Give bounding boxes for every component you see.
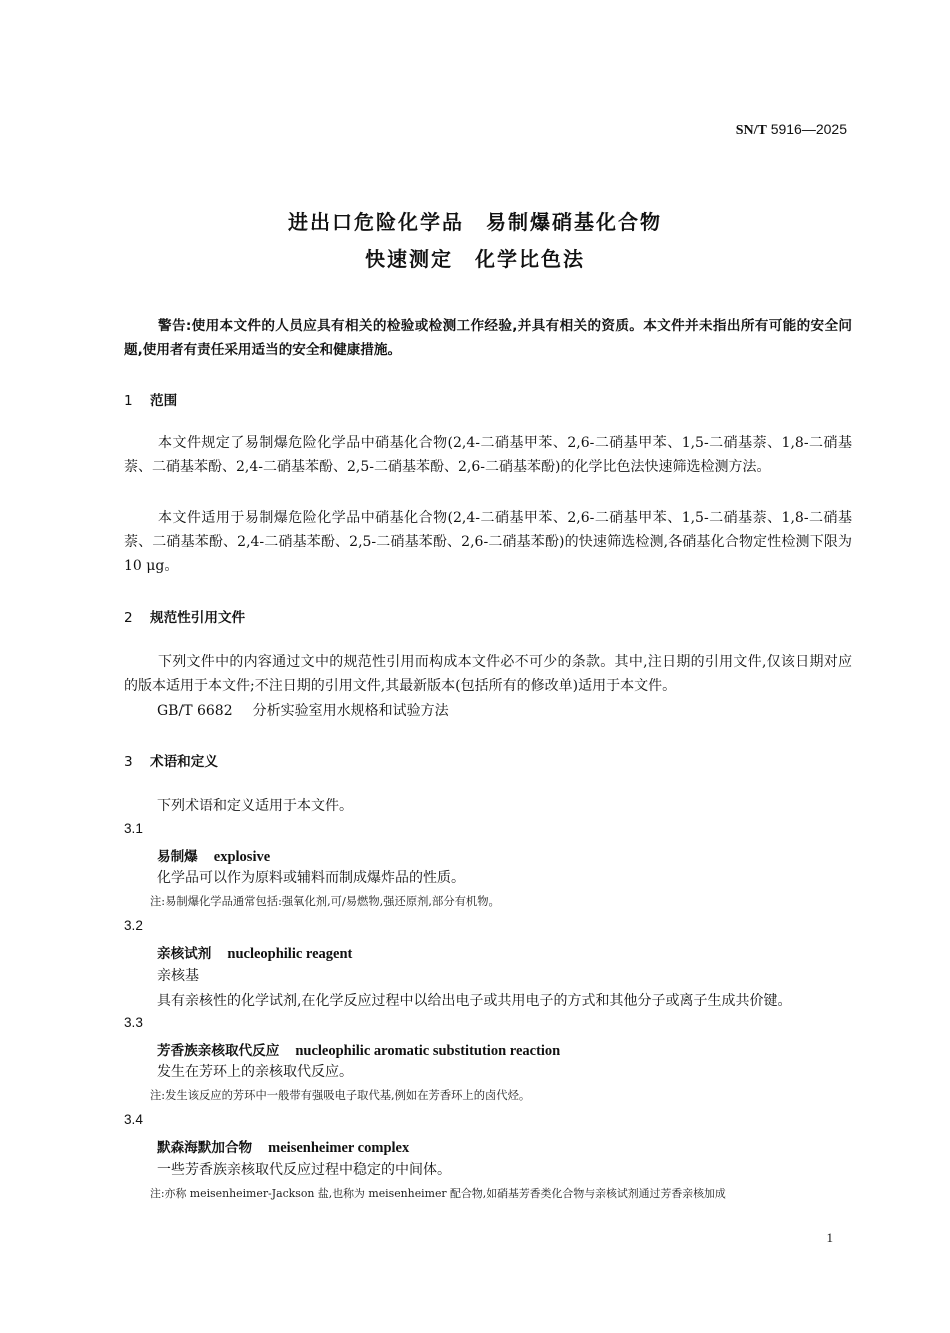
term-definition: 发生在芳环上的亲核取代反应。 <box>157 1064 353 1080</box>
term-heading: 默森海默加合物 meisenheimer complex <box>157 1140 410 1156</box>
term-definition: 化学品可以作为原料或辅料而制成爆炸品的性质。 <box>157 870 465 886</box>
clause-number: 3.2 <box>124 918 143 933</box>
clause-number: 3.3 <box>124 1015 143 1030</box>
clause-number: 3.1 <box>124 821 143 836</box>
section-1-heading: 1 范围 <box>124 393 178 409</box>
term-heading: 易制爆 explosive <box>157 849 271 865</box>
term-note: 注:亦称 meisenheimer-Jackson 盐,也称为 meisenheimer 配合物,如硝基芳香类化合物与亲核试剂通过芳香亲核加成 <box>150 1187 726 1200</box>
term-alternative: 亲核基 <box>157 968 199 984</box>
safety-warning: 警告:使用本文件的人员应具有相关的检验或检测工作经验,并具有相关的资质。本文件并未指出所有可能的安全问题,使用者有责任采用适当的安全和健康措施。 <box>124 318 852 358</box>
page-number: 1 <box>826 1230 833 1245</box>
term-heading: 芳香族亲核取代反应 nucleophilic aromatic substitution reaction <box>157 1043 561 1059</box>
section-3-heading: 3 术语和定义 <box>124 754 218 770</box>
section-1-paragraph-1: 本文件规定了易制爆危险化学品中硝基化合物(2,4-二硝基甲苯、2,6-二硝基甲苯、1,5-二硝基萘、1,8-二硝基萘、二硝基苯酚、2,4-二硝基苯酚、2,5-二硝基苯酚、2,6-二硝基苯酚)的化学比色法快速筛选检测方法。 <box>124 435 852 475</box>
term-note: 注:发生该反应的芳环中一般带有强吸电子取代基,例如在芳香环上的卤代烃。 <box>150 1089 531 1102</box>
section-1-paragraph-2: 本文件适用于易制爆危险化学品中硝基化合物(2,4-二硝基甲苯、2,6-二硝基甲苯、1,5-二硝基萘、1,8-二硝基萘、二硝基苯酚、2,4-二硝基苯酚、2,5-二硝基苯酚、2,6-二硝基苯酚)的快速筛选检测,各硝基化合物定性检测下限为 10 μg。 <box>124 510 852 574</box>
clause-number: 3.4 <box>124 1112 143 1127</box>
term-definition: 一些芳香族亲核取代反应过程中稳定的中间体。 <box>157 1162 451 1178</box>
normative-reference: GB/T 6682 分析实验室用水规格和试验方法 <box>157 703 449 719</box>
document-title-line-1: 进出口危险化学品 易制爆硝基化合物 <box>288 210 662 234</box>
section-2-heading: 2 规范性引用文件 <box>124 610 246 626</box>
term-definition: 具有亲核性的化学试剂,在化学反应过程中以给出电子或共用电子的方式和其他分子或离子生成共价键。 <box>157 993 792 1009</box>
standard-code: SN/T 5916—2025 <box>735 121 847 138</box>
section-3-intro: 下列术语和定义适用于本文件。 <box>157 798 353 814</box>
document-title-line-2: 快速测定 化学比色法 <box>365 247 585 271</box>
term-note: 注:易制爆化学品通常包括:强氧化剂,可/易燃物,强还原剂,部分有机物。 <box>150 895 500 908</box>
section-2-paragraph: 下列文件中的内容通过文中的规范性引用而构成本文件必不可少的条款。其中,注日期的引用文件,仅该日期对应的版本适用于本文件;不注日期的引用文件,其最新版本(包括所有的修改单)适用于本文件。 <box>124 654 852 694</box>
term-heading: 亲核试剂 nucleophilic reagent <box>157 946 353 962</box>
